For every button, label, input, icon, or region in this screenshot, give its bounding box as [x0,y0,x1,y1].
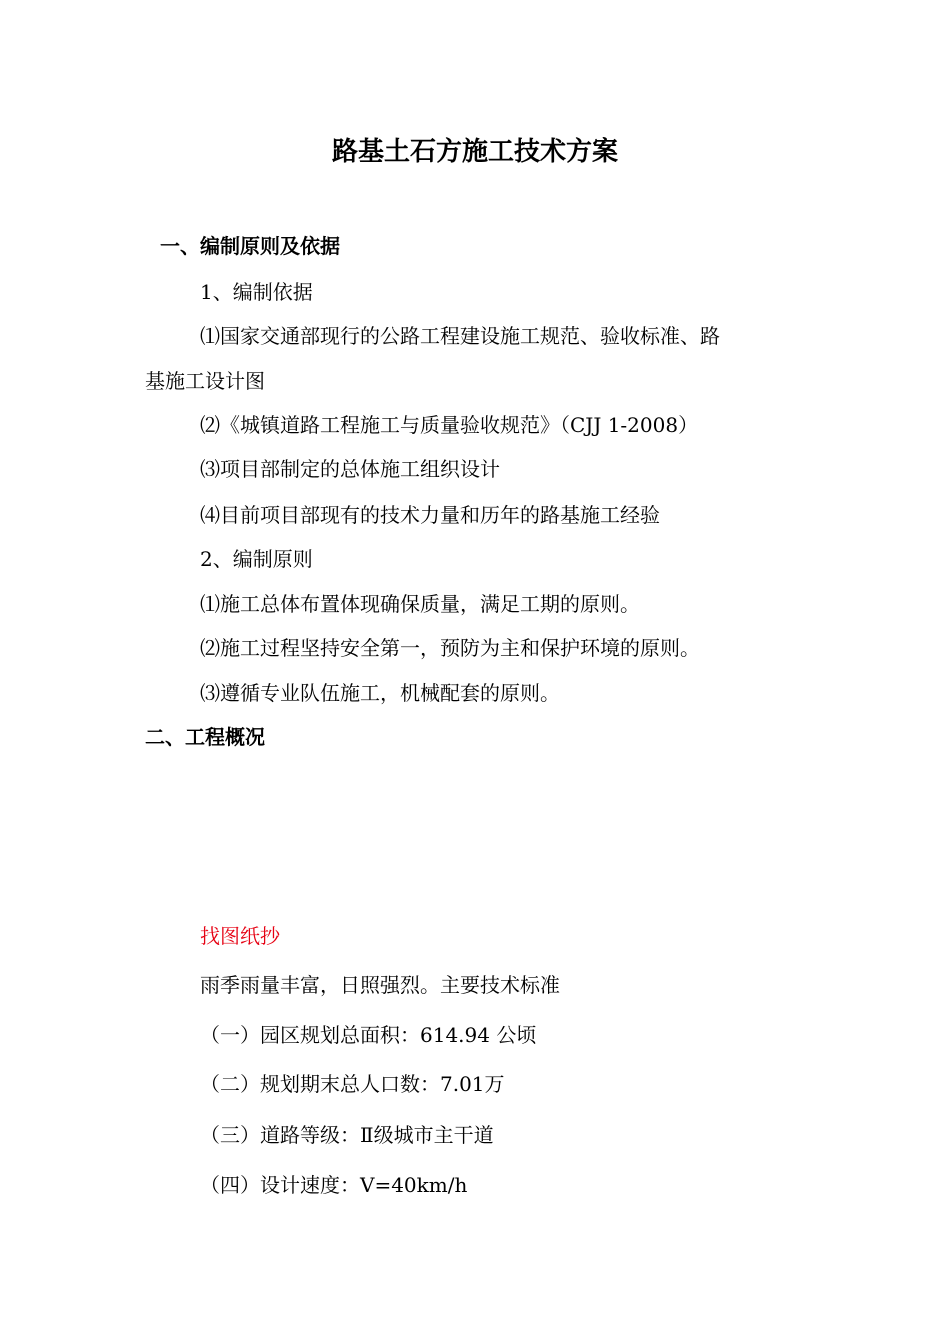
principle-item-2: ⑵施工过程坚持安全第一，预防为主和保护环境的原则。 [200,636,700,660]
standard-item-1: （一）园区规划总面积：614.94 公顷 [200,1023,537,1047]
section-2-heading: 二、工程概况 [145,725,265,749]
basis-item-1-line-1: ⑴国家交通部现行的公路工程建设施工规范、验收标准、路 [200,324,720,348]
overview-intro: 雨季雨量丰富，日照强烈。主要技术标准 [200,973,560,997]
standard-item-4: （四）设计速度：V=40km/h [200,1173,468,1197]
standard-item-3: （三）道路等级：Ⅱ级城市主干道 [200,1123,494,1147]
standard-item-2: （二）规划期末总人口数：7.01万 [200,1072,505,1096]
section-1-heading: 一、编制原则及依据 [160,234,340,258]
basis-item-1-line-2: 基施工设计图 [145,369,265,393]
principle-item-1: ⑴施工总体布置体现确保质量，满足工期的原则。 [200,592,640,616]
subsection-1-heading: 1、编制依据 [200,280,313,304]
note-text: 找图纸抄 [200,924,280,948]
basis-item-3: ⑶项目部制定的总体施工组织设计 [200,457,500,481]
document-title: 路基土石方施工技术方案 [331,137,618,167]
basis-item-2: ⑵《城镇道路工程施工与质量验收规范》（CJJ 1-2008） [200,413,699,437]
principle-item-3: ⑶遵循专业队伍施工，机械配套的原则。 [200,681,560,705]
subsection-2-heading: 2、编制原则 [200,547,313,571]
basis-item-4: ⑷目前项目部现有的技术力量和历年的路基施工经验 [200,503,660,527]
